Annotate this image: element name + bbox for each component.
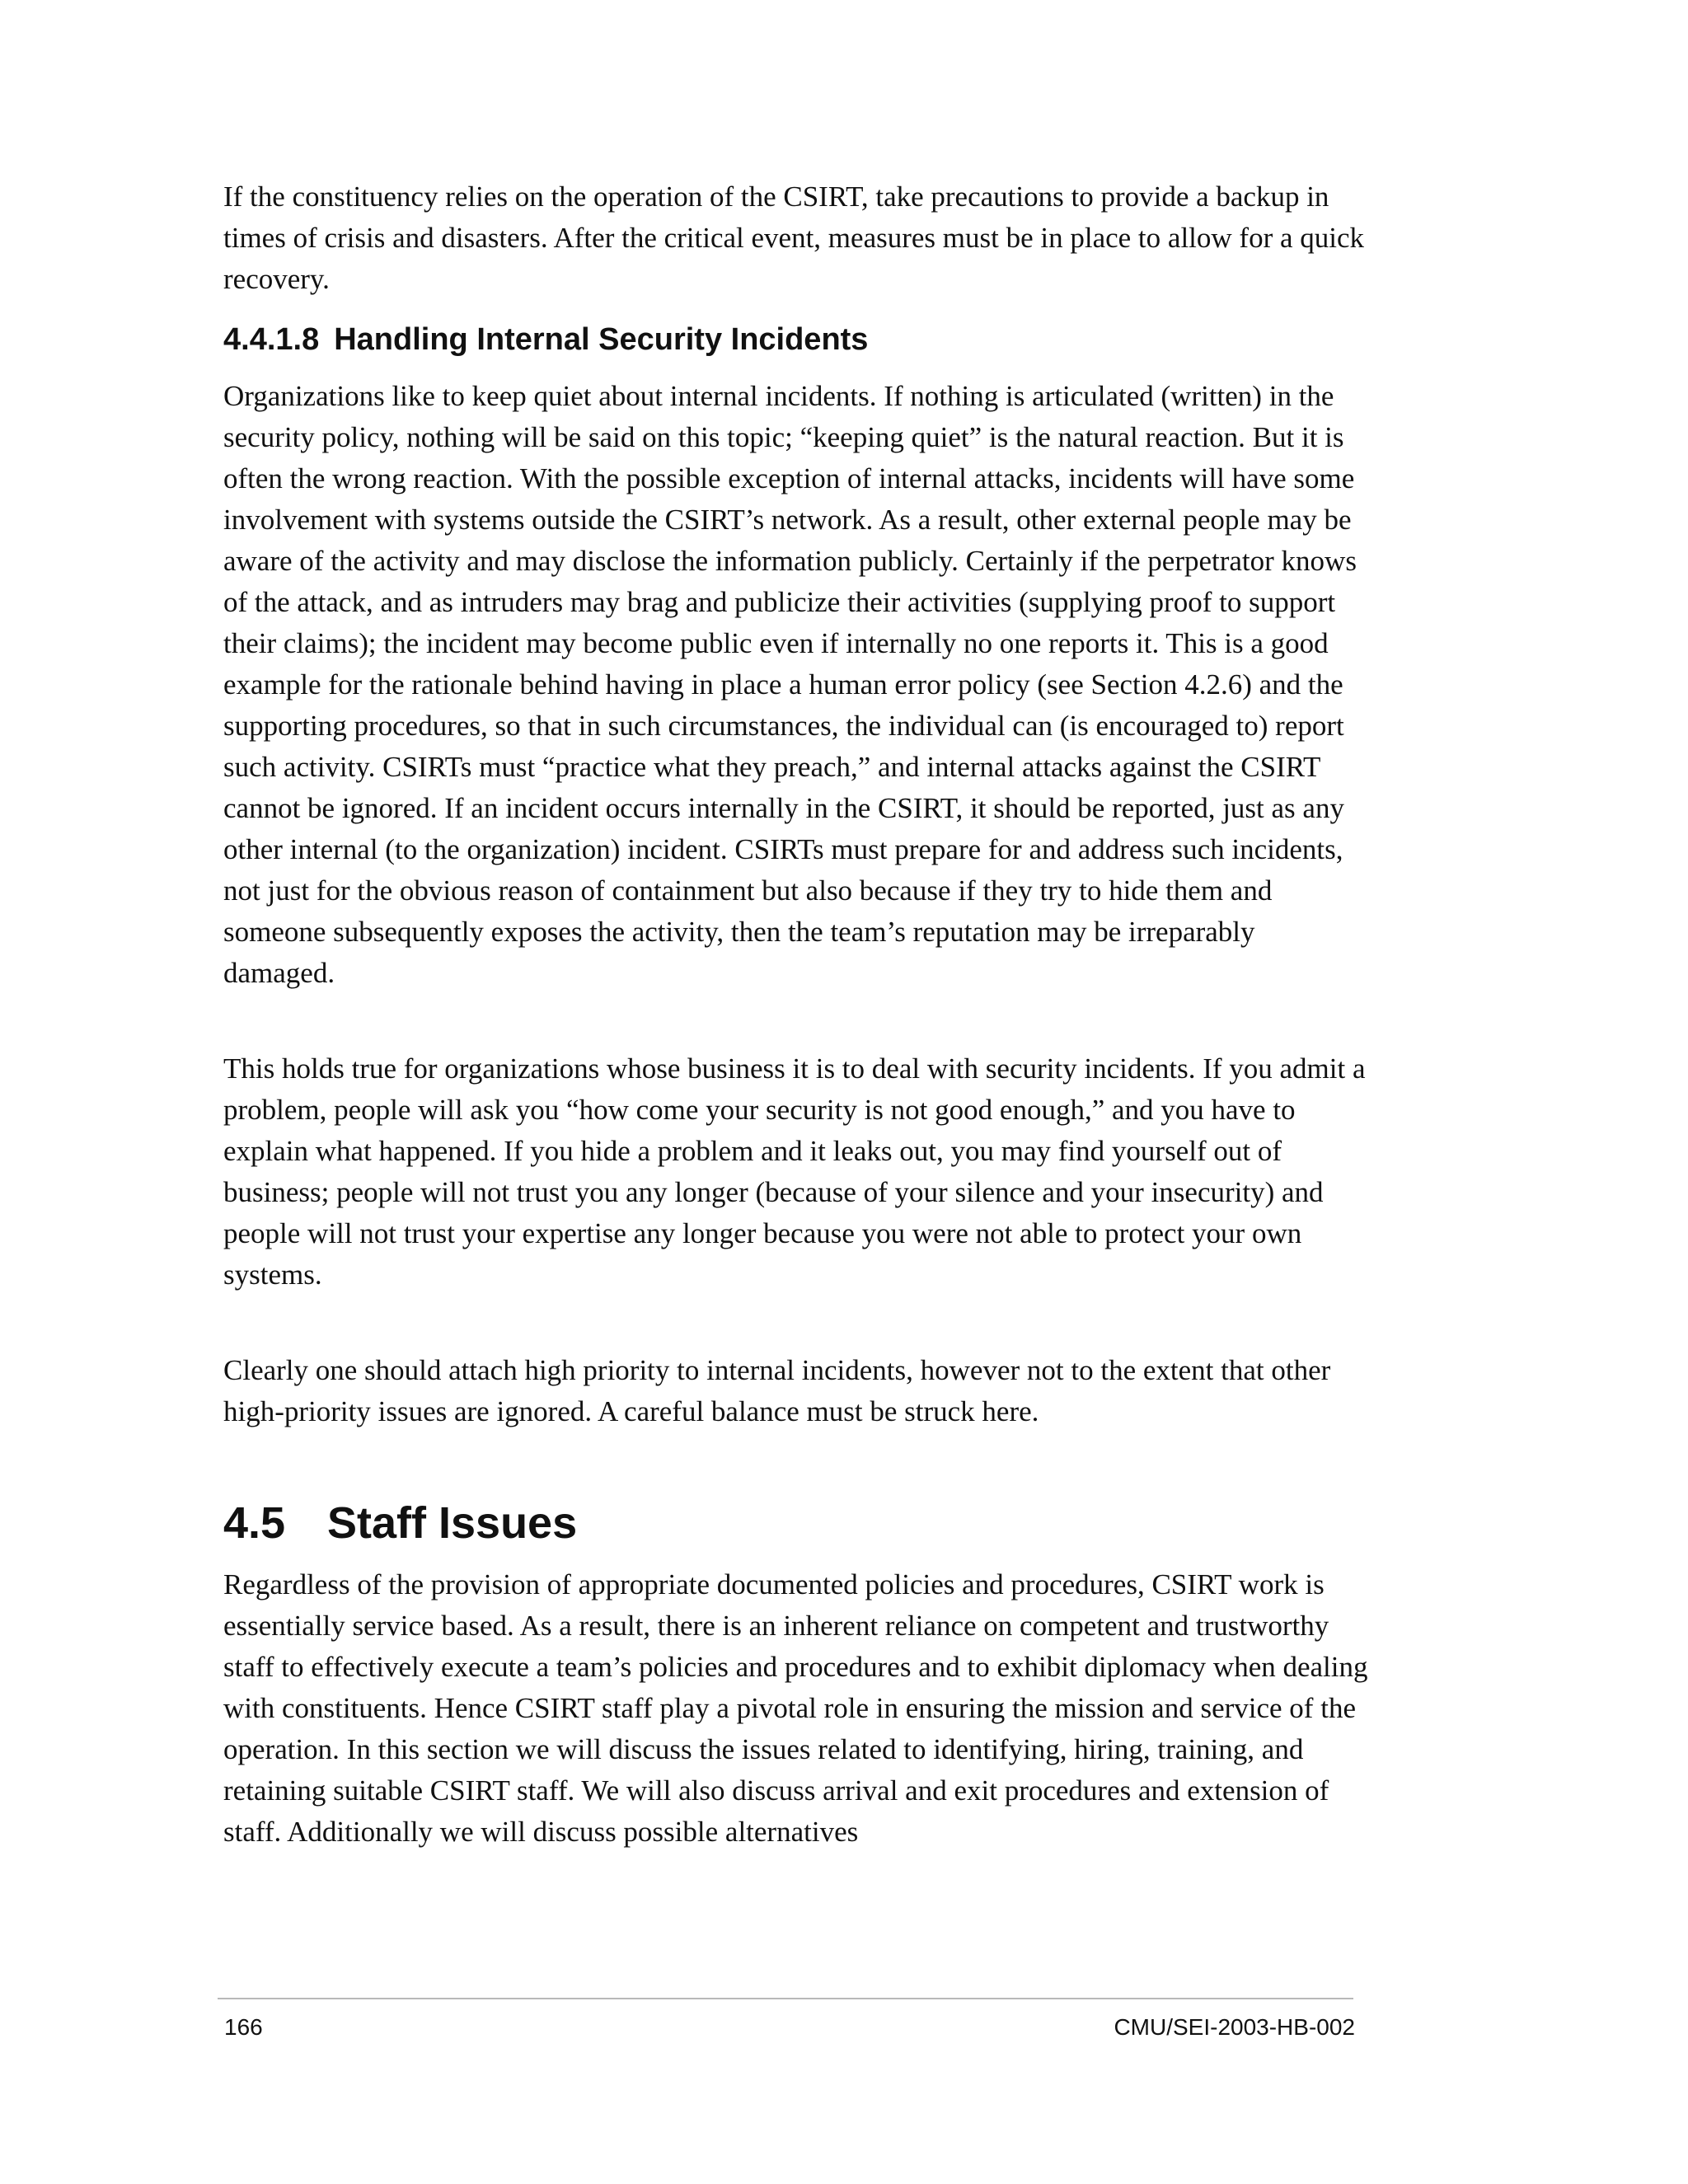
footer-page-number: 166 [224,2014,263,2040]
paragraph-backup-precautions: If the constituency relies on the operation of the CSIRT, take precautions to provide a backup in times of crisis and disasters. After the critical event, measures must be in place to allow for a quick recovery. [223,180,1365,295]
paragraph-staff-issues: Regardless of the provision of appropriate documented policies and procedures, CSIRT work is essentially service based. As a result, there is an inherent reliance on competent and trustworthy staff to effectively execute a team’s policies and procedures and to exhibit diplomacy when dealing with constituents. Hence CSIRT staff play a pivotal role in ensuring the mission and service of the operation. In this section we will discuss the issues related to identifying, hiring, training, and retaining suitable CSIRT staff. We will also discuss arrival and exit procedures and extension of staff. Additionally we will discuss possible alternatives [223,1568,1368,1848]
paragraph-priority-balance: Clearly one should attach high priority to internal incidents, however not to the extent that other high-priority issues are ignored. A careful balance must be struck here. [223,1354,1331,1427]
footer-divider [218,1998,1353,1999]
subsection-heading [223,320,1369,359]
page-body [223,176,1369,1853]
subsection-title: Handling Internal Security Incidents [334,322,869,357]
section-heading [223,1497,1369,1549]
paragraph-internal-incidents: Organizations like to keep quiet about internal incidents. If nothing is articulated (written) in the security policy, nothing will be said on this topic; “keeping quiet” is the natural reaction. But it is often the wrong reaction. With the possible exception of internal attacks, incidents will have some involvement with systems outside the CSIRT’s network. As a result, other external people may be aware of the activity and may disclose the information publicly. Certainly if the perpetrator knows of the attack, and as intruders may brag and publicize their activities (supplying proof to support their claims); the incident may become public even if internally no one reports it. This is a good example for the rationale behind having in place a human error policy (see Section 4.2.6) and the supporting procedures, so that in such circumstances, the individual can (is encouraged to) report such activity. CSIRTs must “practice what they preach,” and internal attacks against the CSIRT cannot be ignored. If an incident occurs internally in the CSIRT, it should be reported, just as any other internal (to the organization) incident. CSIRTs must prepare for and address such incidents, not just for the obvious reason of containment but also because if they try to hide them and someone subsequently exposes the activity, then the team’s reputation may be irreparably damaged. [223,380,1357,989]
subsection-number: 4.4.1.8 [223,322,320,357]
section-number: 4.5 [223,1498,286,1548]
paragraph-security-business: This holds true for organizations whose business it is to deal with security incidents. If you admit a problem, people will ask you “how come your security is not good enough,” and you have to explain what happened. If you hide a problem and it leaks out, you may find yourself out of business; people will not trust you any longer (because of your silence and your insecurity) and people will not trust your expertise any longer because you were not able to protect your own systems. [223,1052,1366,1291]
section-title: Staff Issues [327,1498,578,1548]
footer-document-id: CMU/SEI-2003-HB-002 [1114,2014,1355,2040]
